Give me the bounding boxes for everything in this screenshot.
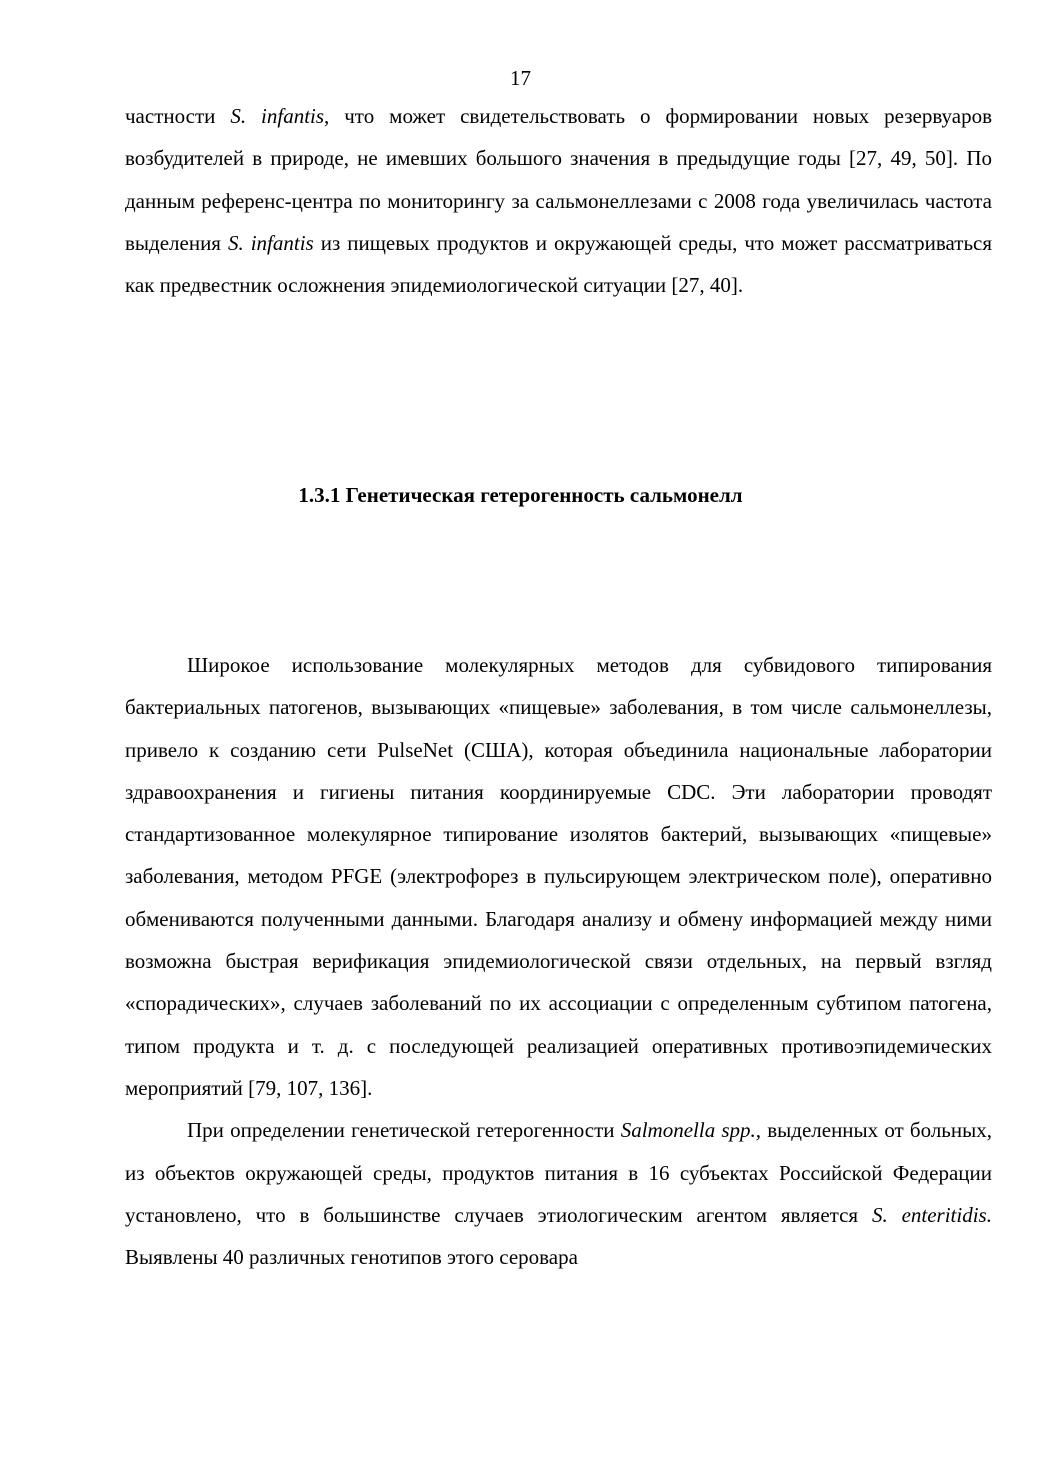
paragraph-pulsenet: Широкое использование молекулярных методов для субвидового типирования бактериальных патогенов, вызывающих «пищевые» заболевания, в том числе сальмонеллезы, привело к созданию сети PulseNet (США), которая объединила национальные лаборатории здравоохранения и гигиены питания координируемые CDC. Эти лаборатории проводят стандартизованное молекулярное типирование изолятов бактерий, вызывающих «пищевые» заболевания, методом PFGE (электрофорез в пульсирующем электрическом поле), оперативно обмениваются полученными данными. Благодаря анализу и обмену информацией между ними возможна быстрая верификация эпидемиологической связи отдельных, на первый взгляд «спорадических», случаев заболеваний по их ассоциации с определенным субтипом патогена, типом продукта и т. д. с последующей реализацией оперативных противоэпидемических мероприятий [79, 107, 136].: [125, 653, 992, 1100]
text-run: Выявлены 40 различных генотипов этого серовара: [125, 1245, 578, 1270]
species-name-italic: S. enteritidis.: [871, 1202, 992, 1227]
paragraph-top-text: [125, 95, 992, 306]
section-heading: 1.3.1 Генетическая гетерогенность сальмонелл: [298, 483, 743, 507]
paragraph-continued: [125, 95, 992, 306]
text-run: частности: [125, 104, 231, 128]
genus-name-italic: Salmonella spp.,: [620, 1118, 762, 1143]
text-run: , что может свидетельствовать о формировании новых резервуаров возбудителей в природе, не имевших большого значения в предыдущие годы [27, 49, 50]. По данным референс-центра по мониторингу за сальмонеллезами с 2008 года увеличилась частота выделения: [125, 104, 992, 255]
text-run: выделенных от больных, из объектов окружающей среды, продуктов питания в 16 субъектах Российской Федерации установлено, что в большинстве случаев этиологическим агентом является: [125, 1118, 992, 1227]
page-number: 17: [510, 66, 531, 90]
species-name-italic: S. infantis: [230, 104, 325, 128]
text-run: При определении генетической гетерогенности: [187, 1118, 621, 1143]
species-name-italic: S. infantis: [227, 230, 314, 255]
text-run: из пищевых продуктов и окружающей среды, что может рассматриваться как предвестник осложнения эпидемиологической ситуации [27, 40].: [125, 230, 993, 298]
paragraph-genetic-heterogeneity: [125, 1109, 992, 1278]
section-body: [125, 644, 992, 1278]
